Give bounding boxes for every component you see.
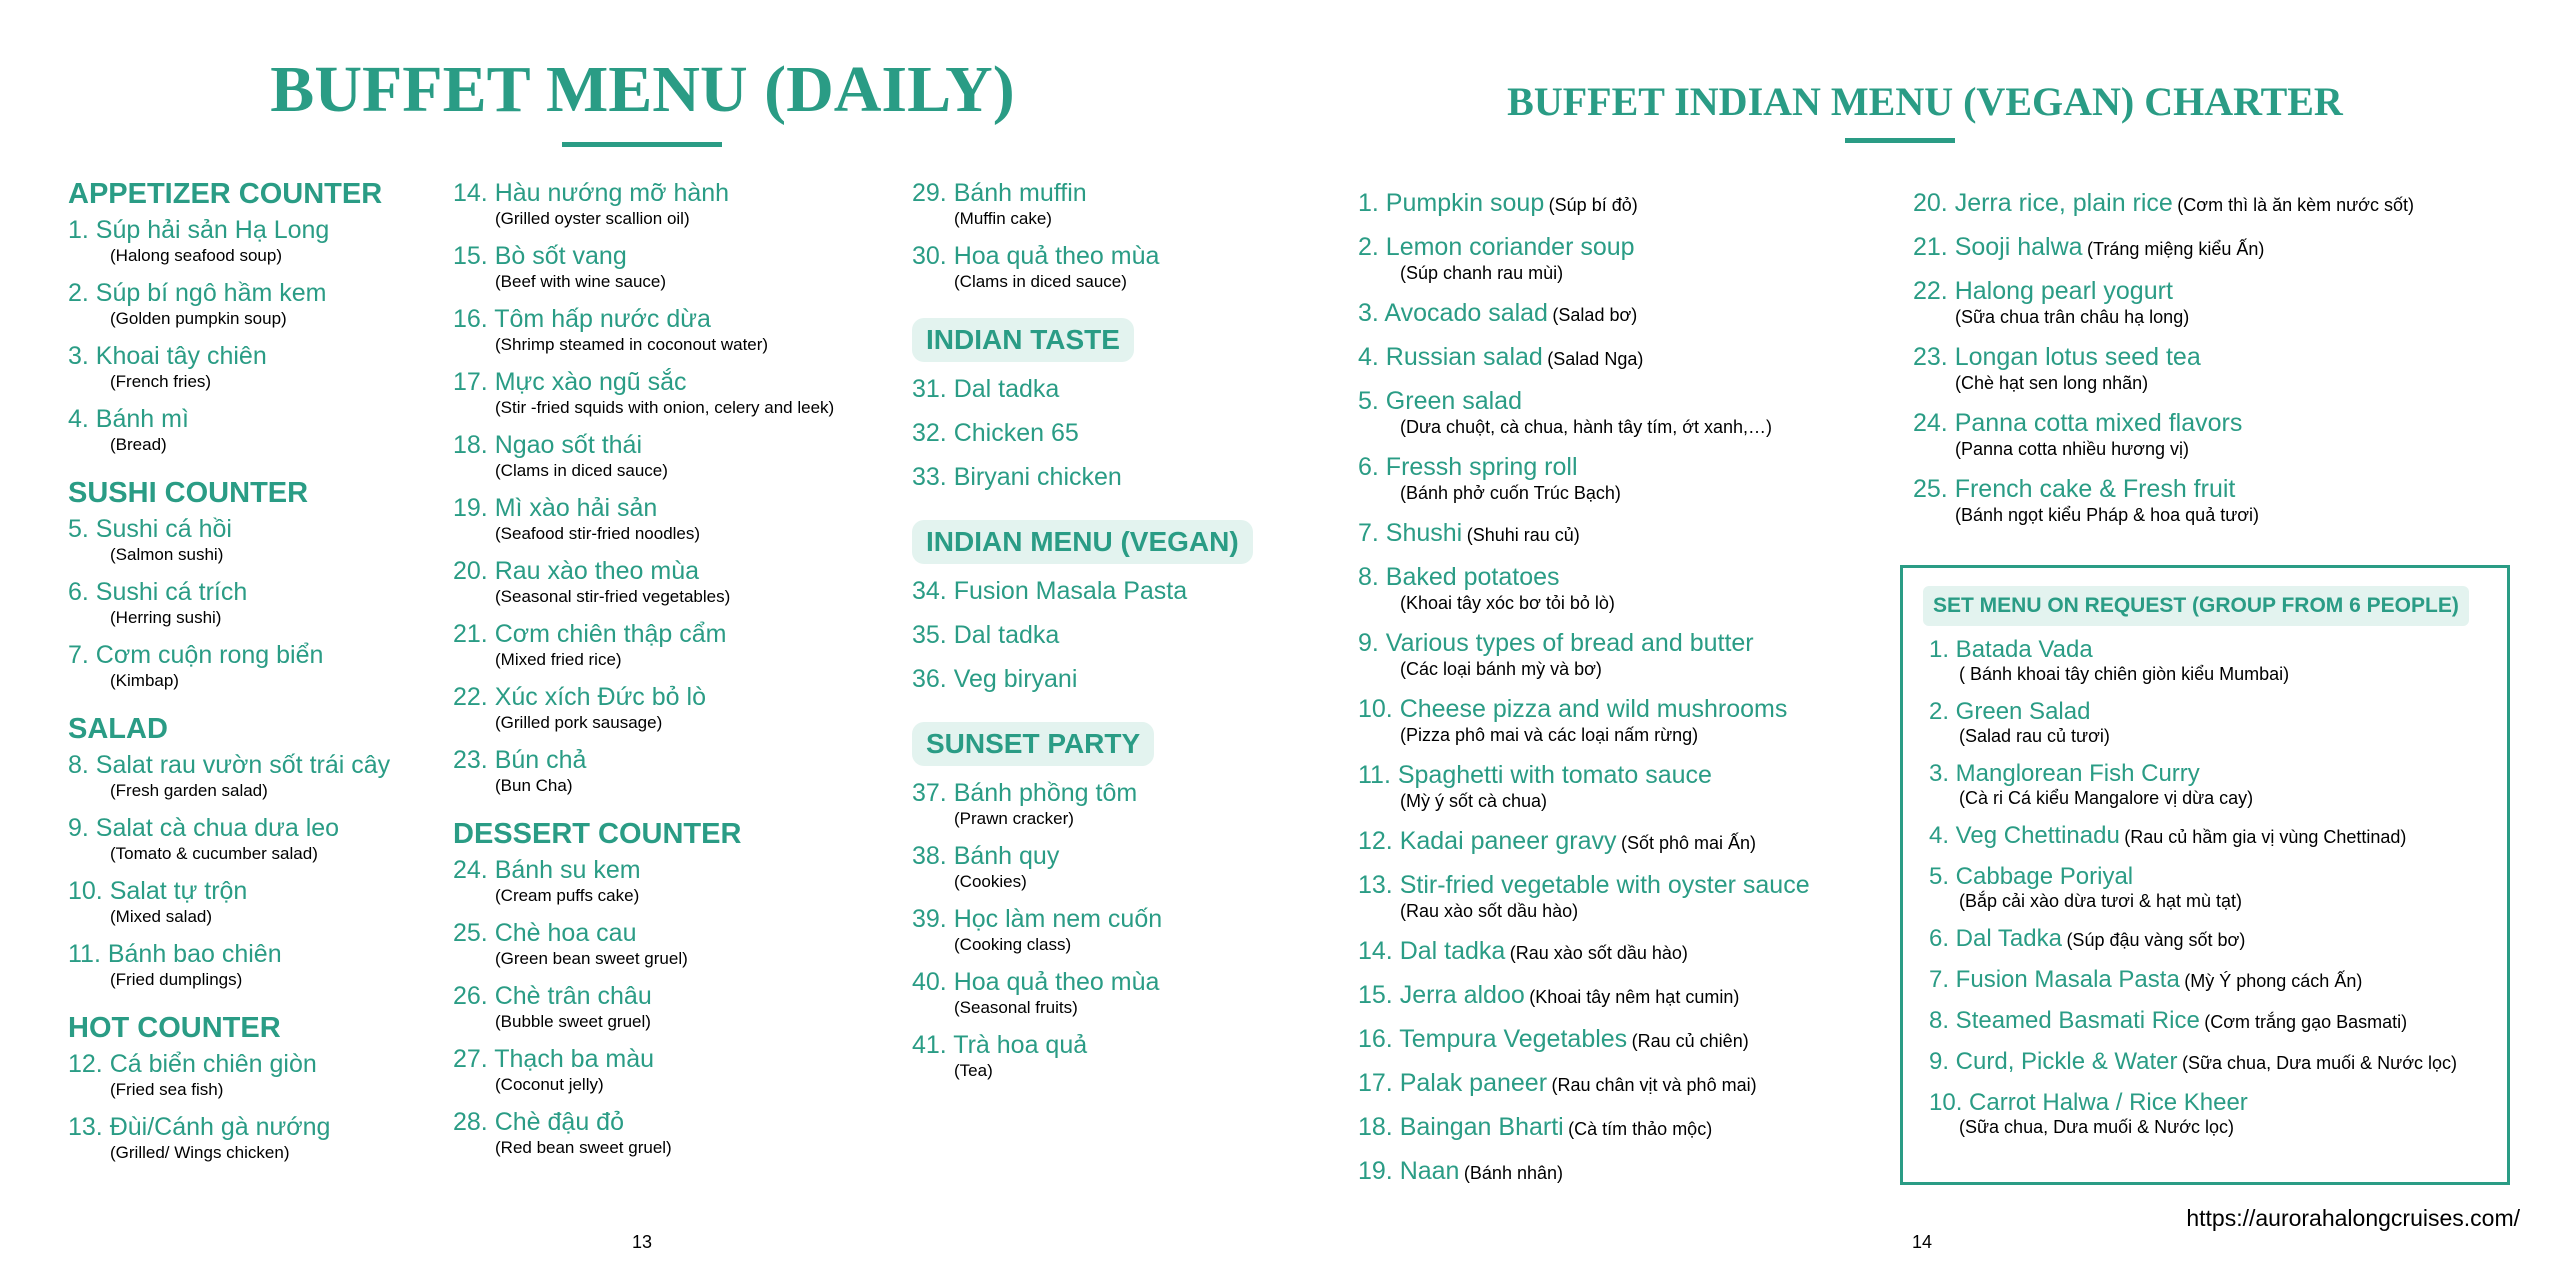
menu-item — [1913, 408, 2513, 460]
menu-item-translation: (Fresh garden salad) — [110, 781, 268, 800]
menu-item — [1358, 562, 1878, 614]
menu-item-translation: (Cơm trắng gạo Basmati) — [2204, 1012, 2408, 1032]
menu-item — [1358, 452, 1878, 504]
menu-item-name: 17. Palak paneer — [1358, 1069, 1548, 1097]
menu-item — [1913, 276, 2513, 328]
section-heading: APPETIZER COUNTER — [68, 178, 383, 210]
menu-item — [68, 750, 438, 801]
menu-item-name: 13. Đùi/Cánh gà nướng — [68, 1113, 331, 1141]
menu-item-translation: (Bánh phở cuốn Trúc Bạch) — [1400, 483, 1621, 503]
menu-item-name: 5. Cabbage Poriyal — [1929, 863, 2134, 890]
menu-item-name: 24. Panna cotta mixed flavors — [1913, 409, 2243, 437]
menu-item-name: 41. Trà hoa quả — [912, 1031, 1088, 1059]
menu-item — [1913, 342, 2513, 394]
section-heading: SUNSET PARTY — [912, 722, 1154, 766]
menu-item-name: 23. Bún chả — [453, 746, 587, 774]
set-menu-title: SET MENU ON REQUEST (GROUP FROM 6 PEOPLE) — [1923, 586, 2469, 626]
menu-item — [1358, 386, 1878, 438]
menu-item-translation: (Cream puffs cake) — [495, 886, 640, 905]
menu-item-name: 29. Bánh muffin — [912, 179, 1087, 207]
menu-item-name: 4. Bánh mì — [68, 405, 189, 433]
menu-item-name: 20. Rau xào theo mùa — [453, 557, 699, 585]
menu-item-name: 22. Halong pearl yogurt — [1913, 277, 2173, 305]
menu-item — [912, 778, 1292, 829]
menu-item — [453, 556, 903, 607]
menu-item-name: 2. Súp bí ngô hầm kem — [68, 279, 327, 307]
menu-item-translation: (Cà tím thảo mộc) — [1568, 1119, 1713, 1139]
menu-item — [1929, 966, 2509, 994]
menu-item-name: 26. Chè trân châu — [453, 982, 652, 1010]
menu-item — [453, 241, 903, 292]
section-heading: SUSHI COUNTER — [68, 477, 309, 509]
menu-item — [1358, 188, 1878, 218]
menu-item-name: 16. Tôm hấp nước dừa — [453, 305, 711, 333]
menu-item-translation: (Cơm thì là ăn kèm nước sốt) — [2177, 195, 2414, 215]
menu-item-translation: (Rau xào sốt dầu hào) — [1509, 943, 1688, 963]
menu-item-translation: (Coconut jelly) — [495, 1075, 604, 1094]
menu-item-name: 2. Lemon coriander soup — [1358, 233, 1635, 261]
menu-item-translation: (Tráng miệng kiểu Ấn) — [2087, 239, 2265, 259]
menu-item — [453, 430, 903, 481]
menu-item — [1358, 518, 1878, 548]
section-heading: SALAD — [68, 713, 168, 745]
menu-item-name: 2. Green Salad — [1929, 698, 2091, 725]
menu-item-translation: (Prawn cracker) — [954, 809, 1074, 828]
set-menu-list — [1929, 636, 2509, 1151]
menu-item — [1929, 822, 2509, 850]
menu-item-name: 28. Chè đậu đỏ — [453, 1108, 624, 1136]
menu-item — [1358, 628, 1878, 680]
menu-item — [1358, 342, 1878, 372]
menu-item-name: 21. Cơm chiên thập cẩm — [453, 620, 727, 648]
menu-item — [68, 278, 438, 329]
menu-item-name: 23. Longan lotus seed tea — [1913, 343, 2201, 371]
menu-item-name: 8. Salat rau vườn sốt trái cây — [68, 751, 391, 779]
menu-item-translation: (Fried dumplings) — [110, 970, 243, 989]
menu-item-name: 36. Veg biryani — [912, 665, 1078, 693]
menu-item-translation: (Red bean sweet gruel) — [495, 1138, 672, 1157]
menu-item-translation: (Rau củ chiên) — [1631, 1031, 1749, 1051]
menu-item — [68, 813, 438, 864]
menu-item-name: 15. Jerra aldoo — [1358, 981, 1525, 1009]
menu-item — [68, 1112, 438, 1163]
menu-item-name: 5. Green salad — [1358, 387, 1522, 415]
menu-item — [1358, 980, 1878, 1010]
menu-item-translation: (Súp bí đỏ) — [1548, 195, 1638, 215]
menu-item-name: 3. Manglorean Fish Curry — [1929, 760, 2200, 787]
menu-item-name: 25. French cake & Fresh fruit — [1913, 475, 2236, 503]
menu-item-name: 24. Bánh su kem — [453, 856, 641, 884]
menu-item — [68, 514, 438, 565]
left-column-3 — [912, 178, 1292, 1093]
menu-item-translation: (Tomato & cucumber salad) — [110, 844, 318, 863]
menu-item-translation: (Sữa chua trân châu hạ long) — [1955, 307, 2190, 327]
menu-item-name: 6. Fressh spring roll — [1358, 453, 1578, 481]
menu-item-name: 17. Mực xào ngũ sắc — [453, 368, 687, 396]
menu-item-name: 8. Baked potatoes — [1358, 563, 1560, 591]
menu-item-translation: (Sữa chua, Dưa muối & Nước lọc) — [1959, 1117, 2235, 1137]
left-title-underline — [562, 142, 722, 147]
menu-item-translation: (Herring sushi) — [110, 608, 222, 627]
menu-item — [1358, 760, 1878, 812]
menu-item-translation: (Rau củ hầm gia vị vùng Chettinad) — [2124, 827, 2407, 847]
menu-item — [912, 841, 1292, 892]
menu-item-name: 10. Cheese pizza and wild mushrooms — [1358, 695, 1788, 723]
menu-item-translation: (Grilled oyster scallion oil) — [495, 209, 690, 228]
menu-item-name: 18. Baingan Bharti — [1358, 1113, 1564, 1141]
menu-item-translation: (Salad Nga) — [1547, 349, 1644, 369]
menu-item — [453, 367, 903, 418]
menu-item-name: 4. Veg Chettinadu — [1929, 822, 2120, 849]
right-page-title: BUFFET INDIAN MENU (VEGAN) CHARTER — [1507, 79, 2343, 124]
menu-item — [453, 619, 903, 670]
menu-item — [453, 745, 903, 796]
menu-item — [68, 215, 438, 266]
menu-item-name: 14. Dal tadka — [1358, 937, 1506, 965]
menu-item-translation: (Khoai tây xóc bơ tỏi bỏ lò) — [1400, 593, 1615, 613]
menu-item-name: 13. Stir-fried vegetable with oyster sauce — [1358, 871, 1810, 899]
menu-item-name: 10. Salat tự trộn — [68, 877, 248, 905]
menu-item — [912, 374, 1292, 404]
menu-item-translation: (Seafood stir-fried noodles) — [495, 524, 701, 543]
menu-item-name: 35. Dal tadka — [912, 621, 1060, 649]
menu-item — [1358, 1112, 1878, 1142]
menu-item-translation: (Bánh nhân) — [1463, 1163, 1563, 1183]
menu-item-name: 7. Cơm cuộn rong biển — [68, 641, 324, 669]
menu-item-translation: (Kimbap) — [110, 671, 179, 690]
menu-item — [453, 1107, 903, 1158]
menu-item-translation: (Tea) — [954, 1061, 993, 1080]
menu-item-translation: (Mixed fried rice) — [495, 650, 622, 669]
website-url[interactable]: https://aurorahalongcruises.com/ — [2186, 1205, 2520, 1231]
menu-item-translation: (French fries) — [110, 372, 212, 391]
menu-item — [1913, 232, 2513, 262]
menu-item-name: 4. Russian salad — [1358, 343, 1543, 371]
section-heading: INDIAN MENU (VEGAN) — [912, 520, 1253, 564]
menu-item — [1913, 474, 2513, 526]
menu-item-name: 9. Salat cà chua dưa leo — [68, 814, 340, 842]
menu-item — [912, 967, 1292, 1018]
menu-item-name: 18. Ngao sốt thái — [453, 431, 643, 459]
menu-item-name: 3. Khoai tây chiên — [68, 342, 267, 370]
menu-item-translation: (Panna cotta nhiều hương vị) — [1955, 439, 2189, 459]
menu-item — [1358, 826, 1878, 856]
menu-item-translation: (Rau chân vịt và phô mai) — [1551, 1075, 1757, 1095]
menu-item-translation: ( Bánh khoai tây chiên giòn kiểu Mumbai) — [1959, 664, 2290, 684]
menu-item — [912, 576, 1292, 606]
menu-item — [912, 904, 1292, 955]
menu-item-translation: (Grilled/ Wings chicken) — [110, 1143, 290, 1162]
menu-item-name: 3. Avocado salad — [1358, 299, 1548, 327]
menu-item — [1358, 232, 1878, 284]
menu-item — [1358, 1024, 1878, 1054]
menu-item — [1358, 870, 1878, 922]
menu-item-name: 20. Jerra rice, plain rice — [1913, 189, 2173, 217]
menu-item-name: 8. Steamed Basmati Rice — [1929, 1007, 2200, 1034]
menu-item-name: 34. Fusion Masala Pasta — [912, 577, 1188, 605]
menu-item-translation: (Cookies) — [954, 872, 1027, 891]
menu-item-translation: (Cà ri Cá kiểu Mangalore vị dừa cay) — [1959, 788, 2254, 808]
menu-item-translation: (Muffin cake) — [954, 209, 1052, 228]
menu-item-translation: (Cooking class) — [954, 935, 1072, 954]
left-page-number: 13 — [632, 1232, 653, 1252]
menu-item-translation: (Súp đậu vàng sốt bơ) — [2066, 930, 2246, 950]
menu-item-translation: (Mỳ Ý phong cách Ấn) — [2184, 971, 2363, 991]
menu-item — [1358, 298, 1878, 328]
menu-item-translation: (Pizza phô mai và các loại nấm rừng) — [1400, 725, 1699, 745]
menu-item-name: 33. Biryani chicken — [912, 463, 1122, 491]
menu-item-name: 12. Cá biển chiên giòn — [68, 1050, 317, 1078]
menu-item — [1929, 1048, 2509, 1076]
section-heading: INDIAN TASTE — [912, 318, 1134, 362]
menu-item-name: 25. Chè hoa cau — [453, 919, 637, 947]
menu-item-translation: (Clams in diced sauce) — [954, 272, 1127, 291]
menu-item — [68, 341, 438, 392]
menu-item — [1929, 698, 2509, 747]
menu-item-name: 12. Kadai paneer gravy — [1358, 827, 1617, 855]
menu-item-translation: (Bubble sweet gruel) — [495, 1012, 651, 1031]
menu-item — [453, 493, 903, 544]
menu-item — [68, 1049, 438, 1100]
menu-item-name: 32. Chicken 65 — [912, 419, 1079, 447]
menu-item — [68, 939, 438, 990]
menu-item-name: 14. Hàu nướng mỡ hành — [453, 179, 730, 207]
left-page-title: BUFFET MENU (DAILY) — [270, 53, 1015, 126]
menu-item — [1913, 188, 2513, 218]
menu-item — [453, 682, 903, 733]
menu-item-name: 38. Bánh quy — [912, 842, 1060, 870]
menu-item-name: 1. Súp hải sản Hạ Long — [68, 216, 330, 244]
menu-item-translation: (Khoai tây nêm hạt cumin) — [1529, 987, 1740, 1007]
menu-item-name: 19. Naan — [1358, 1157, 1460, 1185]
left-column-2 — [453, 178, 903, 1170]
menu-item-name: 9. Curd, Pickle & Water — [1929, 1048, 2178, 1075]
menu-item — [1358, 936, 1878, 966]
menu-item-translation: (Rau xào sốt dầu hào) — [1400, 901, 1579, 921]
menu-item-name: 11. Bánh bao chiên — [68, 940, 282, 968]
menu-item-translation: (Salad bơ) — [1552, 305, 1638, 325]
right-column-1 — [1358, 188, 1878, 1200]
section-heading: HOT COUNTER — [68, 1012, 281, 1044]
menu-item-translation: (Beef with wine sauce) — [495, 272, 667, 291]
menu-item — [68, 876, 438, 927]
menu-item — [1929, 1007, 2509, 1035]
menu-item-translation: (Bánh ngọt kiểu Pháp & hoa quả tươi) — [1955, 505, 2260, 525]
menu-item-name: 27. Thạch ba màu — [453, 1045, 655, 1073]
right-title-underline — [1845, 138, 1955, 143]
right-column-2 — [1913, 188, 2513, 540]
menu-item-name: 1. Pumpkin soup — [1358, 189, 1545, 217]
left-column-1 — [68, 178, 438, 1175]
menu-item — [453, 981, 903, 1032]
menu-item-name: 22. Xúc xích Đức bỏ lò — [453, 683, 706, 711]
menu-item-translation: (Golden pumpkin soup) — [110, 309, 287, 328]
menu-item-translation: (Sốt phô mai Ấn) — [1620, 833, 1757, 853]
menu-item-translation: (Stir -fried squids with onion, celery and leek) — [495, 398, 835, 417]
menu-item-translation: (Mixed salad) — [110, 907, 213, 926]
menu-item — [912, 664, 1292, 694]
menu-item-name: 39. Học làm nem cuốn — [912, 905, 1163, 933]
menu-item — [68, 404, 438, 455]
menu-item-translation: (Bắp cải xào dừa tươi & hạt mù tạt) — [1959, 891, 2243, 911]
menu-item — [912, 1030, 1292, 1081]
menu-item-translation: (Chè hạt sen long nhãn) — [1955, 373, 2149, 393]
menu-item-translation: (Bread) — [110, 435, 167, 454]
menu-item — [912, 620, 1292, 650]
menu-item — [912, 241, 1292, 292]
menu-item — [1929, 636, 2509, 685]
menu-item — [453, 178, 903, 229]
menu-item — [68, 640, 438, 691]
menu-item — [453, 304, 903, 355]
menu-item — [912, 418, 1292, 448]
menu-item — [1358, 1156, 1878, 1186]
menu-item — [1929, 760, 2509, 809]
menu-item — [912, 178, 1292, 229]
menu-item-translation: (Seasonal fruits) — [954, 998, 1078, 1017]
menu-item-name: 10. Carrot Halwa / Rice Kheer — [1929, 1089, 2248, 1116]
menu-item — [453, 855, 903, 906]
menu-item — [1929, 925, 2509, 953]
menu-item-translation: (Green bean sweet gruel) — [495, 949, 688, 968]
menu-item-translation: (Shuhi rau củ) — [1466, 525, 1580, 545]
menu-item-translation: (Shrimp steamed in coconout water) — [495, 335, 769, 354]
menu-item-name: 5. Sushi cá hồi — [68, 515, 232, 543]
menu-item-translation: (Halong seafood soup) — [110, 246, 283, 265]
menu-item-translation: (Fried sea fish) — [110, 1080, 224, 1099]
menu-item-translation: (Salmon sushi) — [110, 545, 224, 564]
menu-item-translation: (Súp chanh rau mùi) — [1400, 263, 1564, 283]
section-heading: DESSERT COUNTER — [453, 818, 742, 850]
menu-item-name: 11. Spaghetti with tomato sauce — [1358, 761, 1712, 789]
menu-item-name: 9. Various types of bread and butter — [1358, 629, 1754, 657]
menu-item — [1929, 863, 2509, 912]
menu-item-name: 15. Bò sốt vang — [453, 242, 627, 270]
menu-item-translation: (Dưa chuột, cà chua, hành tây tím, ớt xanh,…) — [1400, 417, 1773, 437]
right-page-number: 14 — [1912, 1232, 1933, 1252]
menu-item-name: 37. Bánh phồng tôm — [912, 779, 1138, 807]
menu-item-translation: (Seasonal stir-fried vegetables) — [495, 587, 731, 606]
menu-item-name: 30. Hoa quả theo mùa — [912, 242, 1160, 270]
menu-item-translation: (Mỳ ý sốt cà chua) — [1400, 791, 1548, 811]
menu-item-translation: (Salad rau củ tươi) — [1959, 726, 2110, 746]
menu-item — [453, 1044, 903, 1095]
menu-item-name: 6. Dal Tadka — [1929, 925, 2062, 952]
menu-item-translation: (Sữa chua, Dưa muối & Nước lọc) — [2181, 1053, 2458, 1073]
menu-item — [912, 462, 1292, 492]
menu-item-name: 21. Sooji halwa — [1913, 233, 2083, 261]
menu-item-translation: (Clams in diced sauce) — [495, 461, 668, 480]
menu-item-name: 16. Tempura Vegetables — [1358, 1025, 1628, 1053]
menu-item — [1358, 694, 1878, 746]
menu-item-translation: (Grilled pork sausage) — [495, 713, 663, 732]
menu-item-name: 6. Sushi cá trích — [68, 578, 248, 606]
menu-item — [453, 918, 903, 969]
set-menu-box — [1900, 565, 2510, 1185]
menu-item-name: 31. Dal tadka — [912, 375, 1060, 403]
menu-item-name: 19. Mì xào hải sản — [453, 494, 658, 522]
menu-item-name: 7. Shushi — [1358, 519, 1463, 547]
menu-item-name: 1. Batada Vada — [1929, 636, 2093, 663]
menu-item — [1929, 1089, 2509, 1138]
menu-item-translation: (Các loại bánh mỳ và bơ) — [1400, 659, 1602, 679]
menu-item-name: 7. Fusion Masala Pasta — [1929, 966, 2180, 993]
menu-item-translation: (Bun Cha) — [495, 776, 573, 795]
menu-item — [1358, 1068, 1878, 1098]
menu-item-name: 40. Hoa quả theo mùa — [912, 968, 1160, 996]
menu-item — [68, 577, 438, 628]
